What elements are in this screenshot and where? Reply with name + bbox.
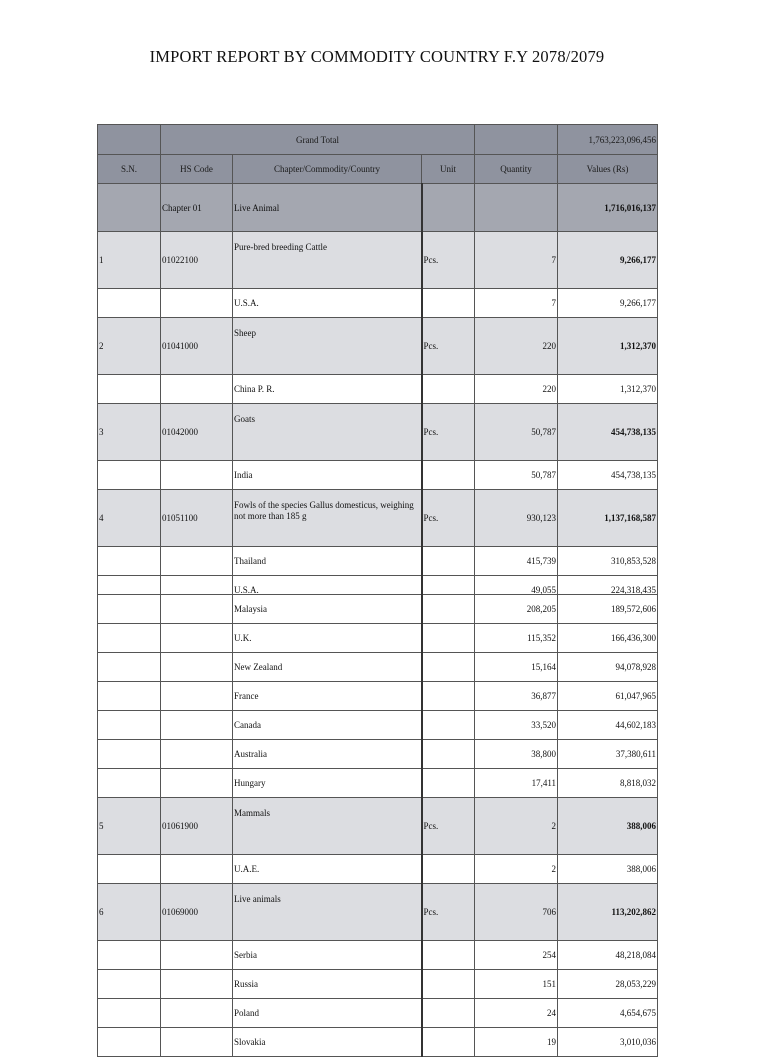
- commodity-row: [98, 232, 658, 289]
- country-row: [98, 769, 658, 798]
- unit-cell: [422, 653, 475, 682]
- country-row: [98, 375, 658, 404]
- quantity-cell: 50,787: [475, 404, 558, 461]
- sn-cell: [98, 711, 161, 740]
- hs-code-cell: [161, 999, 233, 1028]
- country-name-cell: Australia: [233, 740, 422, 769]
- country-row: [98, 653, 658, 682]
- country-name-cell: Canada: [233, 711, 422, 740]
- value-cell: 61,047,965: [558, 682, 658, 711]
- country-row: [98, 289, 658, 318]
- hs-code-cell: [161, 1028, 233, 1057]
- value-cell: 48,218,084: [558, 941, 658, 970]
- quantity-cell: 930,123: [475, 490, 558, 547]
- country-row: [98, 740, 658, 769]
- value-cell: 28,053,229: [558, 970, 658, 999]
- unit-cell: Pcs.: [422, 884, 475, 941]
- sn-cell: [98, 184, 161, 232]
- country-name-cell: U.K.: [233, 624, 422, 653]
- value-cell: 4,654,675: [558, 999, 658, 1028]
- hs-code-cell: [161, 595, 233, 624]
- country-name-cell: Hungary: [233, 769, 422, 798]
- sn-cell: [98, 653, 161, 682]
- quantity-cell: 220: [475, 318, 558, 375]
- commodity-name-cell: Fowls of the species Gallus domesticus, weighing not more than 185 g: [233, 490, 422, 547]
- quantity-cell: 7: [475, 232, 558, 289]
- sn-cell: [98, 682, 161, 711]
- chapter-value: 1,716,016,137: [558, 184, 658, 232]
- chapter-row: [98, 184, 658, 232]
- commodity-row: [98, 798, 658, 855]
- hs-code-cell: 01051100: [161, 490, 233, 547]
- sn-cell: [98, 970, 161, 999]
- hs-code-cell: [161, 289, 233, 318]
- unit-cell: [422, 595, 475, 624]
- hs-code-cell: [161, 740, 233, 769]
- sn-cell: 6: [98, 884, 161, 941]
- grand-total-label: Grand Total: [161, 125, 475, 155]
- hs-code-cell: 01042000: [161, 404, 233, 461]
- commodity-name-cell: Sheep: [233, 318, 422, 375]
- value-cell: 1,137,168,587: [558, 490, 658, 547]
- col-header-sn: S.N.: [98, 155, 161, 184]
- unit-cell: [422, 1028, 475, 1057]
- quantity-cell: 38,800: [475, 740, 558, 769]
- hs-code-cell: 01069000: [161, 884, 233, 941]
- hs-code-cell: [161, 624, 233, 653]
- sn-cell: [98, 740, 161, 769]
- country-name-cell: India: [233, 461, 422, 490]
- sn-cell: [98, 999, 161, 1028]
- sn-cell: 2: [98, 318, 161, 375]
- unit-cell: [422, 289, 475, 318]
- quantity-cell: 208,205: [475, 595, 558, 624]
- sn-cell: 4: [98, 490, 161, 547]
- sn-cell: [98, 595, 161, 624]
- sn-cell: [98, 941, 161, 970]
- unit-cell: [422, 461, 475, 490]
- quantity-cell: 36,877: [475, 682, 558, 711]
- commodity-name-cell: Mammals: [233, 798, 422, 855]
- unit-cell: [422, 547, 475, 576]
- value-cell: 94,078,928: [558, 653, 658, 682]
- country-name-cell: Slovakia: [233, 1028, 422, 1057]
- hs-code-cell: 01041000: [161, 318, 233, 375]
- unit-cell: Pcs.: [422, 318, 475, 375]
- unit-cell: [422, 184, 475, 232]
- commodity-name-cell: Live animals: [233, 884, 422, 941]
- sn-cell: 5: [98, 798, 161, 855]
- quantity-cell: 2: [475, 798, 558, 855]
- hs-code-cell: [161, 769, 233, 798]
- value-cell: 224,318,435: [558, 576, 658, 605]
- unit-cell: [422, 740, 475, 769]
- blank-cell: [475, 125, 558, 155]
- commodity-row: [98, 884, 658, 941]
- country-row: [98, 682, 658, 711]
- country-name-cell: Malaysia: [233, 595, 422, 624]
- country-row: [98, 855, 658, 884]
- country-row: [98, 1028, 658, 1057]
- country-name-cell: U.A.E.: [233, 855, 422, 884]
- unit-cell: Pcs.: [422, 232, 475, 289]
- value-cell: 3,010,036: [558, 1028, 658, 1057]
- country-row: [98, 547, 658, 576]
- value-cell: 166,436,300: [558, 624, 658, 653]
- value-cell: 388,006: [558, 798, 658, 855]
- chapter-name: Live Animal: [233, 184, 422, 232]
- unit-cell: [422, 970, 475, 999]
- country-row: [98, 624, 658, 653]
- quantity-cell: 50,787: [475, 461, 558, 490]
- commodity-name-cell: Goats: [233, 404, 422, 461]
- hs-code-cell: [161, 375, 233, 404]
- value-cell: 9,266,177: [558, 232, 658, 289]
- grand-total-value: 1,763,223,096,456: [558, 125, 658, 155]
- sn-cell: [98, 769, 161, 798]
- country-row: [98, 970, 658, 999]
- country-name-cell: U.S.A.: [233, 576, 422, 605]
- quantity-cell: 24: [475, 999, 558, 1028]
- value-cell: 37,380,611: [558, 740, 658, 769]
- unit-cell: [422, 711, 475, 740]
- country-name-cell: New Zealand: [233, 653, 422, 682]
- chapter-code: Chapter 01: [161, 184, 233, 232]
- country-row: [98, 711, 658, 740]
- quantity-cell: 2: [475, 855, 558, 884]
- sn-cell: [98, 547, 161, 576]
- hs-code-cell: [161, 653, 233, 682]
- country-name-cell: France: [233, 682, 422, 711]
- quantity-cell: 19: [475, 1028, 558, 1057]
- value-cell: 44,602,183: [558, 711, 658, 740]
- quantity-cell: 151: [475, 970, 558, 999]
- unit-cell: Pcs.: [422, 798, 475, 855]
- col-header-chapter: Chapter/Commodity/Country: [233, 155, 422, 184]
- value-cell: 189,572,606: [558, 595, 658, 624]
- unit-cell: Pcs.: [422, 404, 475, 461]
- quantity-cell: 415,739: [475, 547, 558, 576]
- value-cell: 454,738,135: [558, 404, 658, 461]
- quantity-cell: 115,352: [475, 624, 558, 653]
- hs-code-cell: [161, 547, 233, 576]
- quantity-cell: 254: [475, 941, 558, 970]
- unit-cell: [422, 941, 475, 970]
- country-name-cell: China P. R.: [233, 375, 422, 404]
- quantity-cell: 7: [475, 289, 558, 318]
- col-header-quantity: Quantity: [475, 155, 558, 184]
- unit-cell: [422, 682, 475, 711]
- col-header-unit: Unit: [422, 155, 475, 184]
- quantity-cell: [475, 184, 558, 232]
- value-cell: 310,853,528: [558, 547, 658, 576]
- commodity-row: [98, 404, 658, 461]
- value-cell: 113,202,862: [558, 884, 658, 941]
- unit-cell: [422, 375, 475, 404]
- quantity-cell: 15,164: [475, 653, 558, 682]
- country-name-cell: U.S.A.: [233, 289, 422, 318]
- hs-code-cell: [161, 461, 233, 490]
- country-name-cell: Serbia: [233, 941, 422, 970]
- sn-cell: [98, 375, 161, 404]
- sn-cell: 1: [98, 232, 161, 289]
- value-cell: 1,312,370: [558, 375, 658, 404]
- country-row: [98, 595, 658, 624]
- value-cell: 388,006: [558, 855, 658, 884]
- quantity-cell: 33,520: [475, 711, 558, 740]
- country-row: [98, 941, 658, 970]
- hs-code-cell: 01061900: [161, 798, 233, 855]
- value-cell: 454,738,135: [558, 461, 658, 490]
- commodity-row: [98, 490, 658, 547]
- value-cell: 1,312,370: [558, 318, 658, 375]
- unit-cell: [422, 855, 475, 884]
- quantity-cell: 706: [475, 884, 558, 941]
- hs-code-cell: [161, 970, 233, 999]
- blank-cell: [98, 125, 161, 155]
- value-cell: 9,266,177: [558, 289, 658, 318]
- unit-cell: [422, 999, 475, 1028]
- hs-code-cell: [161, 682, 233, 711]
- sn-cell: [98, 624, 161, 653]
- quantity-cell: 49,055: [475, 576, 558, 605]
- country-row: [98, 461, 658, 490]
- grand-total-row: [98, 125, 658, 155]
- hs-code-cell: [161, 941, 233, 970]
- hs-code-cell: [161, 711, 233, 740]
- commodity-row: [98, 318, 658, 375]
- quantity-cell: 220: [475, 375, 558, 404]
- col-header-values: Values (Rs): [558, 155, 658, 184]
- col-header-hs-code: HS Code: [161, 155, 233, 184]
- import-table-part-2: [97, 594, 658, 1057]
- commodity-name-cell: Pure-bred breeding Cattle: [233, 232, 422, 289]
- unit-cell: [422, 769, 475, 798]
- value-cell: 8,818,032: [558, 769, 658, 798]
- sn-cell: [98, 461, 161, 490]
- sn-cell: [98, 289, 161, 318]
- country-name-cell: Thailand: [233, 547, 422, 576]
- import-table-part-1: [97, 124, 658, 605]
- column-header-row: [98, 155, 658, 184]
- unit-cell: Pcs.: [422, 490, 475, 547]
- report-title: IMPORT REPORT BY COMMODITY COUNTRY F.Y 2078/2079: [149, 47, 605, 66]
- sn-cell: 3: [98, 404, 161, 461]
- country-name-cell: Poland: [233, 999, 422, 1028]
- sn-cell: [98, 855, 161, 884]
- quantity-cell: 17,411: [475, 769, 558, 798]
- country-name-cell: Russia: [233, 970, 422, 999]
- unit-cell: [422, 624, 475, 653]
- hs-code-cell: [161, 855, 233, 884]
- country-row: [98, 999, 658, 1028]
- hs-code-cell: 01022100: [161, 232, 233, 289]
- sn-cell: [98, 1028, 161, 1057]
